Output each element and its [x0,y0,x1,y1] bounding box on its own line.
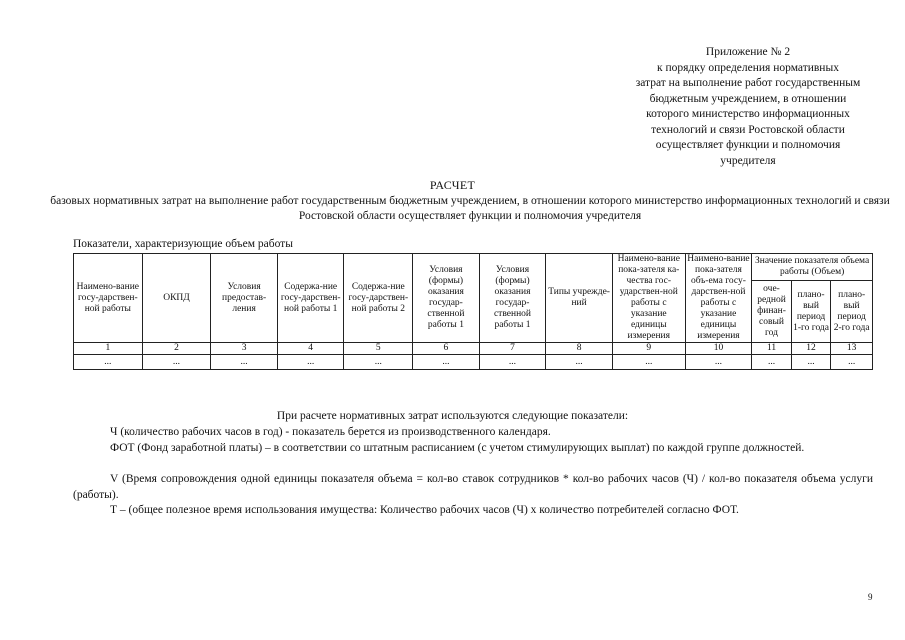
appendix-line: к порядку определения нормативных [657,61,839,74]
header-cell: ОКПД [142,254,211,343]
appendix-line: затрат на выполнение работ государственным [635,77,861,89]
table-cell: ... [612,355,685,370]
table-cell: ... [74,355,143,370]
paragraph-hours: Ч (количество рабочих часов в год) - показатель берется из производственного календаря. [110,426,551,438]
document-subtitle: базовых нормативных затрат на выполнение работ государственным бюджетным учреждением, в отношении которого министерство информационных технологий и связи Ростовской области осуществляет функции и полномочия учредителя [50,195,890,222]
header-cell: Условия (формы) оказания государ-ственной работы 1 [479,254,546,343]
table-cell: ... [831,355,873,370]
header-cell: плано-вый период 1-го года [791,281,831,343]
column-number: 6 [413,343,480,355]
header-cell: Условия (формы) оказания государ-ственной работы 1 [413,254,480,343]
header-cell: плано-вый период 2-го года [831,281,873,343]
column-number: 9 [612,343,685,355]
column-number: 10 [685,343,752,355]
appendix-line: бюджетным учреждением, в отношении [649,92,847,105]
indicators-intro: При расчете нормативных затрат используются следующие показатели: [276,410,629,422]
appendix-line: учредителя [720,154,776,167]
column-number: 3 [211,343,278,355]
document-title: РАСЧЕТ [429,178,476,192]
header-cell: Наимено-вание пока-зателя ка-чества гос-ударствен-ной работы с указание единицы измерения [612,254,685,343]
table-cell: ... [277,355,344,370]
header-group-cell: Значение показателя объема работы (Объем) [752,254,873,281]
header-cell: Содержа-ние госу-дарствен-ной работы 1 [277,254,344,343]
column-number: 12 [791,343,831,355]
column-number: 5 [344,343,413,355]
appendix-line: технологий и связи Ростовской области [651,123,845,136]
column-number: 8 [546,343,613,355]
appendix-header [598,45,898,169]
table-cell: ... [791,355,831,370]
appendix-line: Приложение № 2 [705,46,791,58]
paragraph-payroll: ФОТ (Фонд заработной платы) – в соответствии со штатным расписанием (с учетом стимулирующих выплат) по каждой группе должностей. [110,442,805,454]
column-number: 1 [74,343,143,355]
table-cell: ... [344,355,413,370]
table-caption: Показатели, характеризующие объем работы [73,238,293,250]
header-cell: Типы учрежде-ний [546,254,613,343]
column-number: 13 [831,343,873,355]
header-cell: Наимено-вание госу-дарствен-ной работы [74,254,143,343]
appendix-line: осуществляет функции и полномочия [655,139,841,151]
indicators-table [73,253,873,370]
table-cell: ... [211,355,278,370]
table-cell: ... [142,355,211,370]
appendix-line: которого министерство информационных [646,108,850,120]
table-cell: ... [479,355,546,370]
column-number: 4 [277,343,344,355]
table-cell: ... [752,355,792,370]
header-cell: Условия предостав-ления [211,254,278,343]
column-number: 2 [142,343,211,355]
table-cell: ... [685,355,752,370]
column-number: 11 [752,343,792,355]
table-cell: ... [546,355,613,370]
paragraph-useful-time: Т – (общее полезное время использования имущества: Количество рабочих часов (Ч) х количество потребителей согласно ФОТ. [110,504,739,516]
header-cell: оче-редной финан-совый год [752,281,792,343]
table-cell: ... [413,355,480,370]
header-cell: Содержа-ние госу-дарствен-ной работы 2 [344,254,413,343]
header-cell: Наимено-вание пока-зателя объ-ема госу-дарствен-ной работы с указание единицы измерения [685,254,752,343]
page-number: 9 [868,592,873,602]
column-number: 7 [479,343,546,355]
paragraph-volume: V (Время сопровождения одной единицы показателя объема = кол-во ставок сотрудников * кол-во рабочих часов (Ч) / кол-во показателя объема услуги (работы). [73,473,873,501]
